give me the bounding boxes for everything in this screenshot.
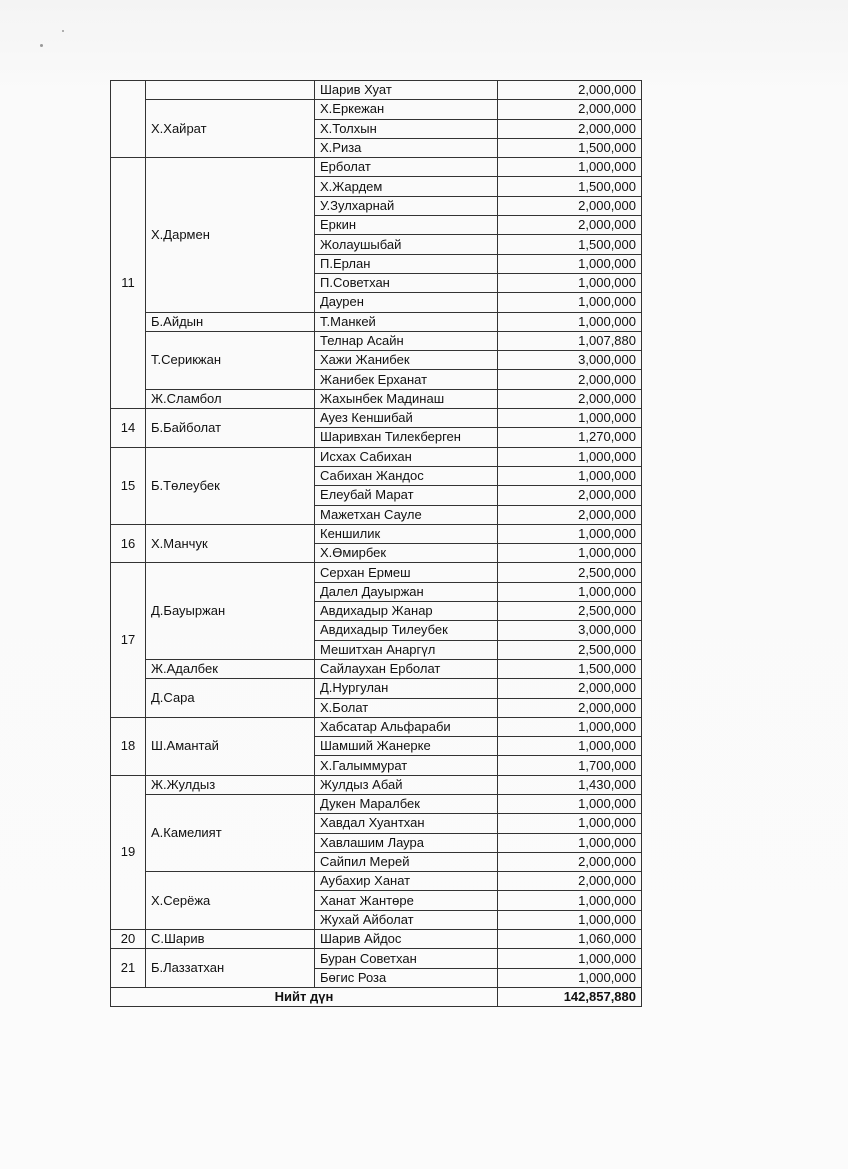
giver-cell: Хажи Жанибек bbox=[315, 351, 498, 370]
giver-cell: Х.Өмирбек bbox=[315, 544, 498, 563]
person-cell: Х.Хайрат bbox=[146, 100, 315, 158]
person-cell: Б.Лаззатхан bbox=[146, 949, 315, 988]
amount-cell: 1,000,000 bbox=[498, 524, 642, 543]
group-number-cell: 15 bbox=[111, 447, 146, 524]
giver-cell: Бөгис Роза bbox=[315, 968, 498, 987]
amount-cell: 1,700,000 bbox=[498, 756, 642, 775]
group-number-cell: 20 bbox=[111, 930, 146, 949]
table-row bbox=[111, 930, 642, 949]
person-cell: Ж.Сламбол bbox=[146, 389, 315, 408]
amount-cell: 2,000,000 bbox=[498, 872, 642, 891]
person-cell: Б.Төлеубек bbox=[146, 447, 315, 524]
person-cell: Ш.Амантай bbox=[146, 717, 315, 775]
giver-cell: Елеубай Марат bbox=[315, 486, 498, 505]
giver-cell: Сайпил Мерей bbox=[315, 852, 498, 871]
amount-cell: 1,000,000 bbox=[498, 814, 642, 833]
group-number-cell: 14 bbox=[111, 409, 146, 448]
amount-cell: 2,500,000 bbox=[498, 563, 642, 582]
table-row bbox=[111, 312, 642, 331]
table-row bbox=[111, 717, 642, 736]
amount-cell: 1,000,000 bbox=[498, 891, 642, 910]
giver-cell: Х.Галыммурат bbox=[315, 756, 498, 775]
group-number-cell: 16 bbox=[111, 524, 146, 563]
amount-cell: 1,000,000 bbox=[498, 409, 642, 428]
person-cell: С.Шарив bbox=[146, 930, 315, 949]
amount-cell: 1,000,000 bbox=[498, 949, 642, 968]
amount-cell: 1,000,000 bbox=[498, 544, 642, 563]
amount-cell: 1,500,000 bbox=[498, 659, 642, 678]
giver-cell: Жанибек Ерханат bbox=[315, 370, 498, 389]
amount-cell: 2,000,000 bbox=[498, 196, 642, 215]
giver-cell: Х.Еркежан bbox=[315, 100, 498, 119]
scan-speck bbox=[62, 30, 64, 32]
giver-cell: Т.Манкей bbox=[315, 312, 498, 331]
amount-cell: 2,000,000 bbox=[498, 679, 642, 698]
person-cell: Б.Байболат bbox=[146, 409, 315, 448]
group-number-cell: 17 bbox=[111, 563, 146, 717]
giver-cell: Хабсатар Альфараби bbox=[315, 717, 498, 736]
giver-cell: Хавлашим Лаура bbox=[315, 833, 498, 852]
amount-cell: 2,500,000 bbox=[498, 640, 642, 659]
giver-cell: Авдихадыр Тилеубек bbox=[315, 621, 498, 640]
table-row bbox=[111, 389, 642, 408]
amount-cell: 1,060,000 bbox=[498, 930, 642, 949]
group-number-cell: 21 bbox=[111, 949, 146, 988]
table-row bbox=[111, 794, 642, 813]
person-cell: Ж.Адалбек bbox=[146, 659, 315, 678]
table-row bbox=[111, 775, 642, 794]
total-amount: 142,857,880 bbox=[498, 987, 642, 1006]
group-number-cell bbox=[111, 81, 146, 158]
amount-cell: 3,000,000 bbox=[498, 351, 642, 370]
giver-cell: Х.Жардем bbox=[315, 177, 498, 196]
person-cell bbox=[146, 81, 315, 100]
giver-cell: Авдихадыр Жанар bbox=[315, 602, 498, 621]
giver-cell: Еркин bbox=[315, 216, 498, 235]
scan-speck bbox=[40, 44, 43, 47]
amount-cell: 1,000,000 bbox=[498, 737, 642, 756]
giver-cell: Шаривхан Тилекберген bbox=[315, 428, 498, 447]
table-row bbox=[111, 447, 642, 466]
giver-cell: Буран Советхан bbox=[315, 949, 498, 968]
giver-cell: Далел Дауыржан bbox=[315, 582, 498, 601]
amount-cell: 2,000,000 bbox=[498, 698, 642, 717]
table-row bbox=[111, 524, 642, 543]
amount-cell: 1,000,000 bbox=[498, 794, 642, 813]
table-row bbox=[111, 158, 642, 177]
table-row bbox=[111, 949, 642, 968]
giver-cell: Ауез Кеншибай bbox=[315, 409, 498, 428]
amount-cell: 2,000,000 bbox=[498, 505, 642, 524]
person-cell: Д.Бауыржан bbox=[146, 563, 315, 659]
giver-cell: Жухай Айболат bbox=[315, 910, 498, 929]
amount-cell: 1,000,000 bbox=[498, 833, 642, 852]
giver-cell: Исхах Сабихан bbox=[315, 447, 498, 466]
amount-cell: 1,000,000 bbox=[498, 254, 642, 273]
amount-cell: 2,000,000 bbox=[498, 486, 642, 505]
group-number-cell: 11 bbox=[111, 158, 146, 409]
amount-cell: 1,000,000 bbox=[498, 466, 642, 485]
person-cell: А.Камелият bbox=[146, 794, 315, 871]
table-row bbox=[111, 409, 642, 428]
person-cell: Б.Айдын bbox=[146, 312, 315, 331]
giver-cell: Ханат Жантөре bbox=[315, 891, 498, 910]
amount-cell: 1,500,000 bbox=[498, 235, 642, 254]
giver-cell: Мажетхан Сауле bbox=[315, 505, 498, 524]
amount-cell: 2,000,000 bbox=[498, 389, 642, 408]
donation-table bbox=[110, 80, 642, 1007]
amount-cell: 1,007,880 bbox=[498, 331, 642, 350]
person-cell: Х.Серёжа bbox=[146, 872, 315, 930]
giver-cell: Х.Толхын bbox=[315, 119, 498, 138]
giver-cell: Жахынбек Мадинаш bbox=[315, 389, 498, 408]
giver-cell: П.Советхан bbox=[315, 273, 498, 292]
giver-cell: У.Зулхарнай bbox=[315, 196, 498, 215]
table-row bbox=[111, 659, 642, 678]
amount-cell: 1,000,000 bbox=[498, 582, 642, 601]
person-cell: Х.Манчук bbox=[146, 524, 315, 563]
amount-cell: 2,000,000 bbox=[498, 119, 642, 138]
giver-cell: Шарив Хуат bbox=[315, 81, 498, 100]
table-row bbox=[111, 100, 642, 119]
amount-cell: 2,000,000 bbox=[498, 852, 642, 871]
amount-cell: 1,500,000 bbox=[498, 138, 642, 157]
person-cell: Ж.Жулдыз bbox=[146, 775, 315, 794]
table-row bbox=[111, 872, 642, 891]
amount-cell: 2,500,000 bbox=[498, 602, 642, 621]
amount-cell: 1,270,000 bbox=[498, 428, 642, 447]
table-row bbox=[111, 563, 642, 582]
giver-cell: Кеншилик bbox=[315, 524, 498, 543]
amount-cell: 1,000,000 bbox=[498, 273, 642, 292]
amount-cell: 3,000,000 bbox=[498, 621, 642, 640]
table-row bbox=[111, 331, 642, 350]
giver-cell: Телнар Асайн bbox=[315, 331, 498, 350]
giver-cell: Х.Риза bbox=[315, 138, 498, 157]
total-label: Нийт дүн bbox=[111, 987, 498, 1006]
giver-cell: Х.Болат bbox=[315, 698, 498, 717]
giver-cell: Сайлаухан Ерболат bbox=[315, 659, 498, 678]
amount-cell: 2,000,000 bbox=[498, 216, 642, 235]
amount-cell: 1,000,000 bbox=[498, 968, 642, 987]
giver-cell: Жолаушыбай bbox=[315, 235, 498, 254]
giver-cell: Ерболат bbox=[315, 158, 498, 177]
giver-cell: Жулдыз Абай bbox=[315, 775, 498, 794]
giver-cell: Даурен bbox=[315, 293, 498, 312]
group-number-cell: 19 bbox=[111, 775, 146, 929]
table-row bbox=[111, 81, 642, 100]
group-number-cell: 18 bbox=[111, 717, 146, 775]
amount-cell: 1,000,000 bbox=[498, 312, 642, 331]
amount-cell: 1,000,000 bbox=[498, 447, 642, 466]
amount-cell: 2,000,000 bbox=[498, 100, 642, 119]
giver-cell: Хавдал Хуантхан bbox=[315, 814, 498, 833]
amount-cell: 1,430,000 bbox=[498, 775, 642, 794]
giver-cell: Серхан Ермеш bbox=[315, 563, 498, 582]
giver-cell: Мешитхан Анаргүл bbox=[315, 640, 498, 659]
giver-cell: Дукен Маралбек bbox=[315, 794, 498, 813]
giver-cell: Сабихан Жандос bbox=[315, 466, 498, 485]
amount-cell: 2,000,000 bbox=[498, 370, 642, 389]
giver-cell: Д.Нургулан bbox=[315, 679, 498, 698]
person-cell: Х.Дармен bbox=[146, 158, 315, 312]
amount-cell: 1,000,000 bbox=[498, 293, 642, 312]
amount-cell: 2,000,000 bbox=[498, 81, 642, 100]
amount-cell: 1,000,000 bbox=[498, 158, 642, 177]
giver-cell: Шамший Жанерке bbox=[315, 737, 498, 756]
person-cell: Д.Сара bbox=[146, 679, 315, 718]
giver-cell: Аубахир Ханат bbox=[315, 872, 498, 891]
giver-cell: П.Ерлан bbox=[315, 254, 498, 273]
giver-cell: Шарив Айдос bbox=[315, 930, 498, 949]
amount-cell: 1,000,000 bbox=[498, 717, 642, 736]
person-cell: Т.Серикжан bbox=[146, 331, 315, 389]
total-row bbox=[111, 987, 642, 1006]
amount-cell: 1,500,000 bbox=[498, 177, 642, 196]
table-row bbox=[111, 679, 642, 698]
amount-cell: 1,000,000 bbox=[498, 910, 642, 929]
